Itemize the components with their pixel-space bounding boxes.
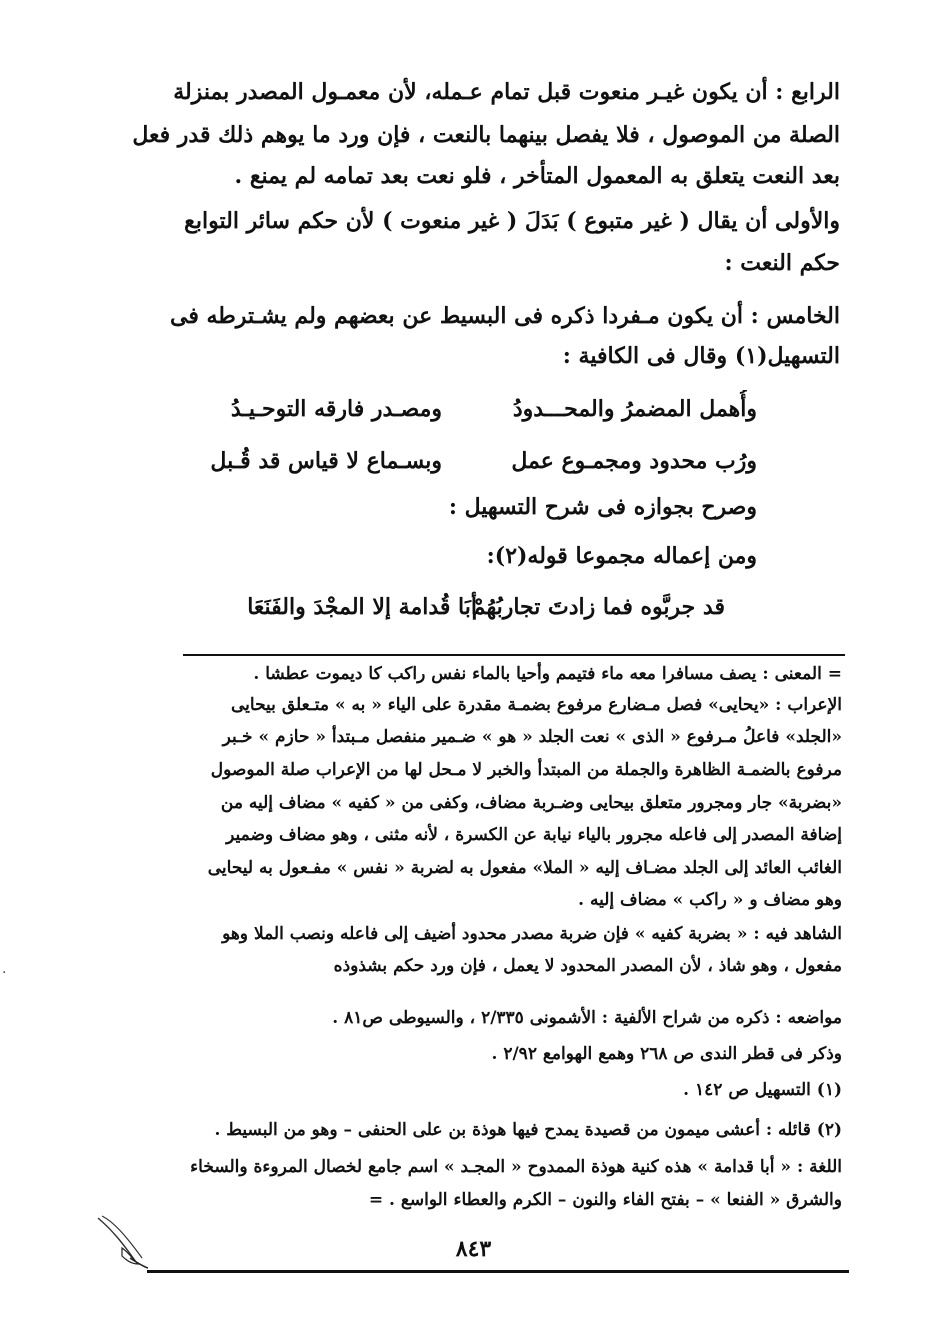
body-line: والأولى أن يقال ( غير متبوع ) بَدَلَ ( غير منعوت ) لأن حكم سائر التوابع <box>184 208 840 234</box>
footnote-line: «بضربة» جار ومجرور متعلق بيحايى وضـربة مضاف، وكفى من « كفيه » مضاف إليه من <box>220 793 842 813</box>
footnote-line: «الجلد» فاعلُ مـرفوع « الذى » نعت الجلد « هو » ضـمير منفصل مـبتدأ « حازم » خـبر <box>222 727 842 747</box>
footnote-line: مفعول ، وهو شاذ ، لأن المصدر المحدود لا يعمل ، فإن ورد حكم بشذوذه <box>333 956 842 976</box>
footnote-line: مواضعه : ذكره من شراح الألفية : الأشمونى ٢/٣٣٥ ، والسيوطى ص٨١ . <box>332 1008 842 1028</box>
body-line: التسهيل(١) وقال فى الكافية : <box>562 343 840 369</box>
verse-hemistich-right: وأُهمل المضمرُ والمحـــدودُ <box>512 396 757 422</box>
footnote-line: اللغة : « أبا قدامة » هذه كنية هوذة الممدوح « المجـد » اسم جامع لخصال المروءة والسخاء <box>190 1157 842 1177</box>
page-number: ٨٤٣ <box>455 1236 492 1262</box>
body-line: الصلة من الموصول ، فلا يفصل بينهما بالنعت ، فإن ورد ما يوهم ذلك قدر فعل <box>132 122 840 148</box>
body-line: وصرح بجوازه فى شرح التسهيل : <box>448 494 757 520</box>
body-line: الخامس : أن يكون مـفردا ذكره فى البسيط عن بعضهم ولم يشـترطه فى <box>169 303 840 329</box>
quill-sketch-icon <box>92 1212 152 1272</box>
verse-hemistich-left: ومصـدر فارقه التوحـيـدُ <box>230 396 442 422</box>
body-line: حكم النعت : <box>724 250 840 276</box>
footnote-line: والشرق « الفنعا » – بفتح الفاء والنون – الكرم والعطاء الواسع . = <box>368 1190 842 1210</box>
verse-hemistich-left: وبسـماع لا قياس قد قُـبل <box>210 448 442 474</box>
footnote-line: (١) التسهيل ص ١٤٢ . <box>683 1080 842 1100</box>
footnote-line: مرفوع بالضمـة الظاهرة والجملة من المبتدأ والخبر لا مـحل لها من الإعراب صلة الموصول <box>210 760 842 780</box>
body-line: ومن إعماله مجموعا قوله(٢): <box>486 543 757 569</box>
verse-hemistich-right: قد جربَّوه فما زادتَ تجاربُهُمْ <box>471 594 725 620</box>
footnote-line: الشاهد فيه : « بضربة كفيه » فإن ضربة مصدر محدود أضيف إلى فاعله ونصب الملا وهو <box>222 924 842 944</box>
margin-speck-icon: · <box>2 965 7 981</box>
verse-hemistich-right: ورُب محدود ومجمـوع عمل <box>511 448 757 474</box>
verse-hemistich-left: أبَا قُدامة إلا المجْدَ والفَنَعَا <box>247 594 477 620</box>
body-line: الرابع : أن يكون غيـر منعوت قبل تمام عـمله، لأن معمـول المصدر بمنزلة <box>173 79 840 105</box>
footnote-divider <box>183 654 845 656</box>
body-line: بعد النعت يتعلق به المعمول المتأخر ، فلو نعت بعد تمامه لم يمنع . <box>234 163 840 189</box>
footnote-line: الغائب العائد إلى الجلد مضـاف إليه « الملا» مفعول به لضربة « نفس » مفـعول به ليحايى <box>207 858 842 878</box>
footnote-line: وهو مضاف و « راكب » مضاف إليه . <box>578 890 842 910</box>
footnote-line: وذكر فى قطر الندى ص ٢٦٨ وهمع الهوامع ٢/٩٢ . <box>491 1044 842 1064</box>
bottom-rule <box>147 1270 849 1273</box>
footnote-line: = المعنى : يصف مسافرا معه ماء فتيمم وأحيا بالماء نفس راكب كا ديموت عطشا . <box>253 664 842 684</box>
footnote-line: الإعراب : «يحايى» فصل مـضارع مرفوع بضمـة مقدرة على الياء « به » متـعلق بيحايى <box>230 695 842 715</box>
footnote-line: (٢) قائله : أعشى ميمون من قصيدة يمدح فيها هوذة بن على الحنفى – وهو من البسيط . <box>214 1120 842 1140</box>
footnote-line: إضافة المصدر إلى فاعله مجرور بالياء نيابة عن الكسرة ، لأنه مثنى ، وهو مضاف وضمير <box>226 825 842 845</box>
